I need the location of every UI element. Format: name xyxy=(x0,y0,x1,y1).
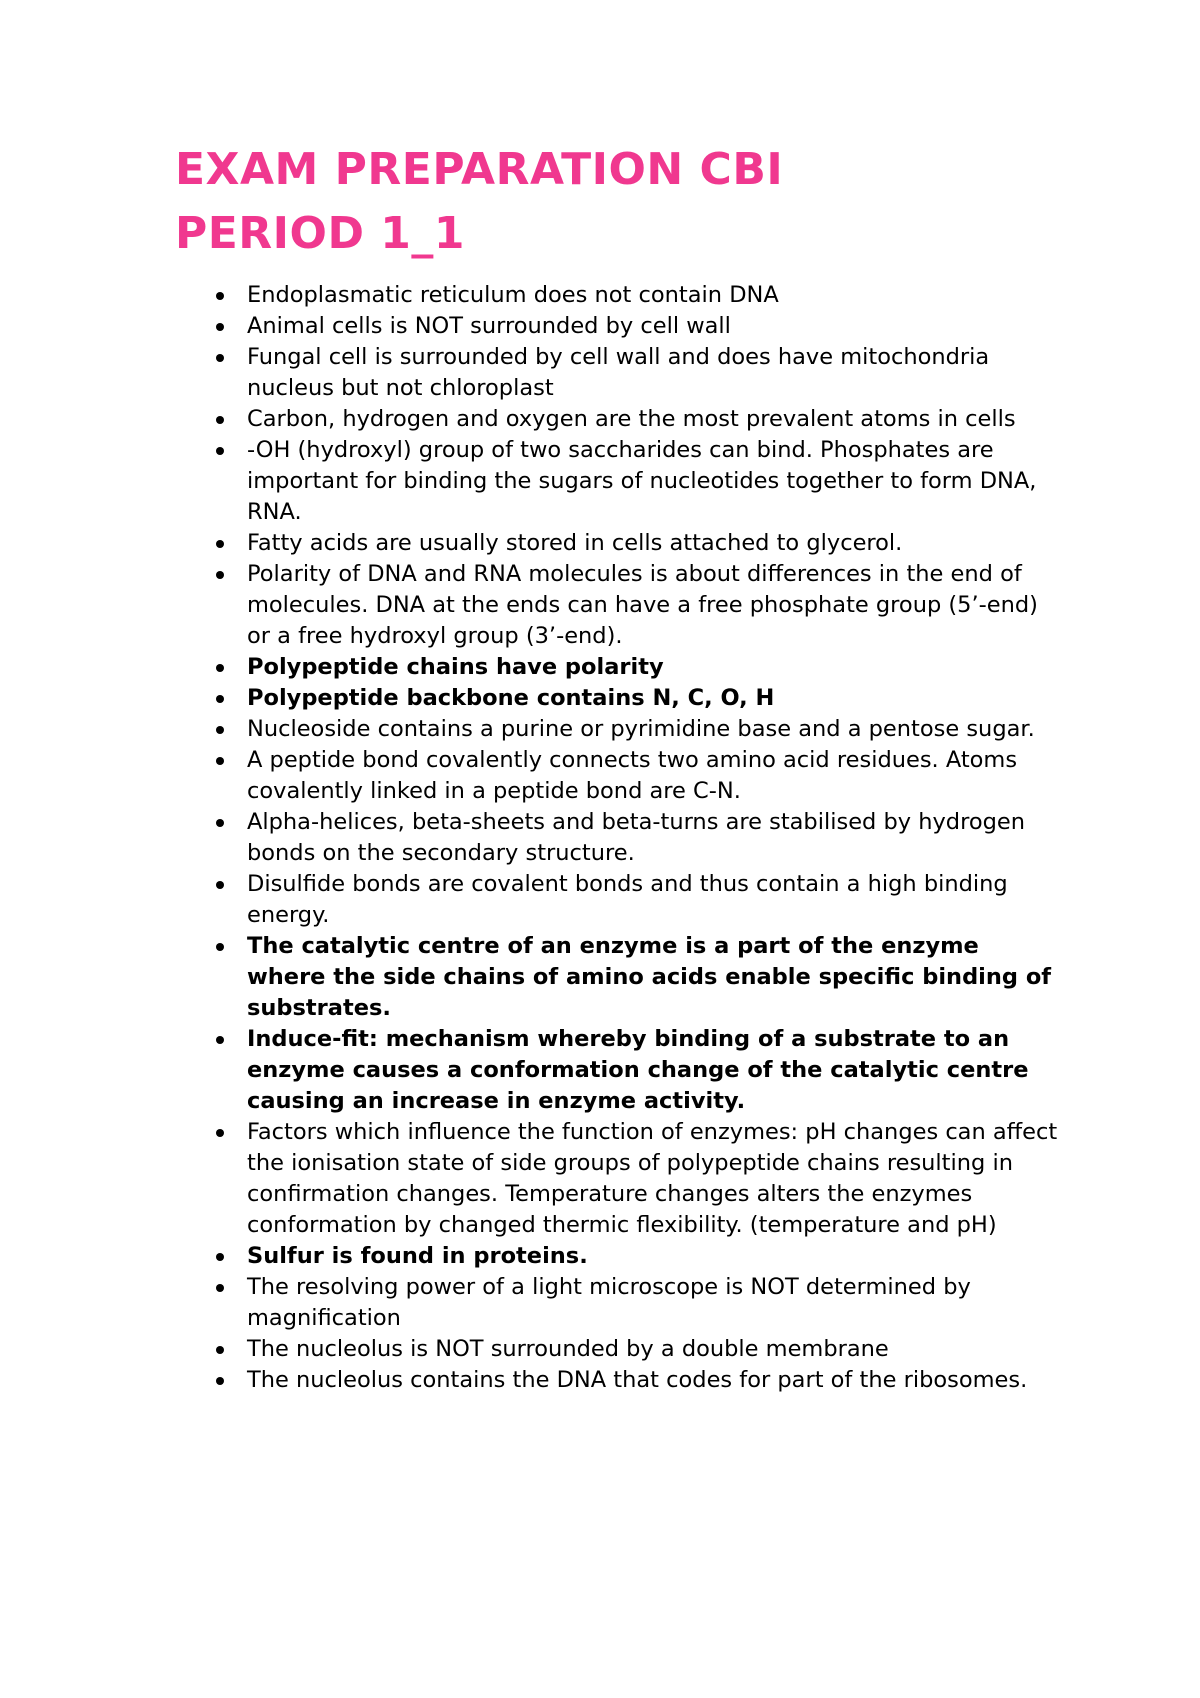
list-item: Alpha-helices, beta-sheets and beta-turns are stabilised by hydrogen bonds on the secondary structure. xyxy=(185,807,1065,869)
list-item: Nucleoside contains a purine or pyrimidine base and a pentose sugar. xyxy=(185,714,1065,745)
list-item-bold: The catalytic centre of an enzyme is a part of the enzyme where the side chains of amino acids enable specific binding of substrates. xyxy=(185,931,1065,1024)
list-item: The nucleolus is NOT surrounded by a double membrane xyxy=(185,1334,1065,1365)
list-item-bold: Induce-fit: mechanism whereby binding of a substrate to an enzyme causes a conformation change of the catalytic centre causing an increase in enzyme activity. xyxy=(185,1024,1065,1117)
list-item: Disulfide bonds are covalent bonds and thus contain a high binding energy. xyxy=(185,869,1065,931)
title-line-2: PERIOD 1_1 xyxy=(175,208,466,259)
list-item: The nucleolus contains the DNA that codes for part of the ribosomes. xyxy=(185,1365,1065,1396)
list-item-bold: Polypeptide chains have polarity xyxy=(185,652,1065,683)
list-item: Animal cells is NOT surrounded by cell wall xyxy=(185,311,1065,342)
list-item: Fatty acids are usually stored in cells attached to glycerol. xyxy=(185,528,1065,559)
list-item: Endoplasmatic reticulum does not contain DNA xyxy=(185,280,1065,311)
title-line-1: EXAM PREPARATION CBI xyxy=(175,144,784,195)
list-item: Fungal cell is surrounded by cell wall and does have mitochondria nucleus but not chloroplast xyxy=(185,342,1065,404)
list-item-bold: Sulfur is found in proteins. xyxy=(185,1241,1065,1272)
list-item: -OH (hydroxyl) group of two saccharides can bind. Phosphates are important for binding the sugars of nucleotides together to form DNA, RNA. xyxy=(185,435,1065,528)
list-item: Polarity of DNA and RNA molecules is about differences in the end of molecules. DNA at the ends can have a free phosphate group (5’-end) or a free hydroxyl group (3’-end). xyxy=(185,559,1065,652)
list-item: The resolving power of a light microscope is NOT determined by magnification xyxy=(185,1272,1065,1334)
notes-list xyxy=(185,280,1065,1396)
list-item: Carbon, hydrogen and oxygen are the most prevalent atoms in cells xyxy=(185,404,1065,435)
list-item: A peptide bond covalently connects two amino acid residues. Atoms covalently linked in a peptide bond are C-N. xyxy=(185,745,1065,807)
list-item: Factors which influence the function of enzymes: pH changes can affect the ionisation state of side groups of polypeptide chains resulting in confirmation changes. Temperature changes alters the enzymes conformation by changed thermic flexibility. (temperature and pH) xyxy=(185,1117,1065,1241)
page-title xyxy=(175,138,1075,266)
list-item-bold: Polypeptide backbone contains N, C, O, H xyxy=(185,683,1065,714)
